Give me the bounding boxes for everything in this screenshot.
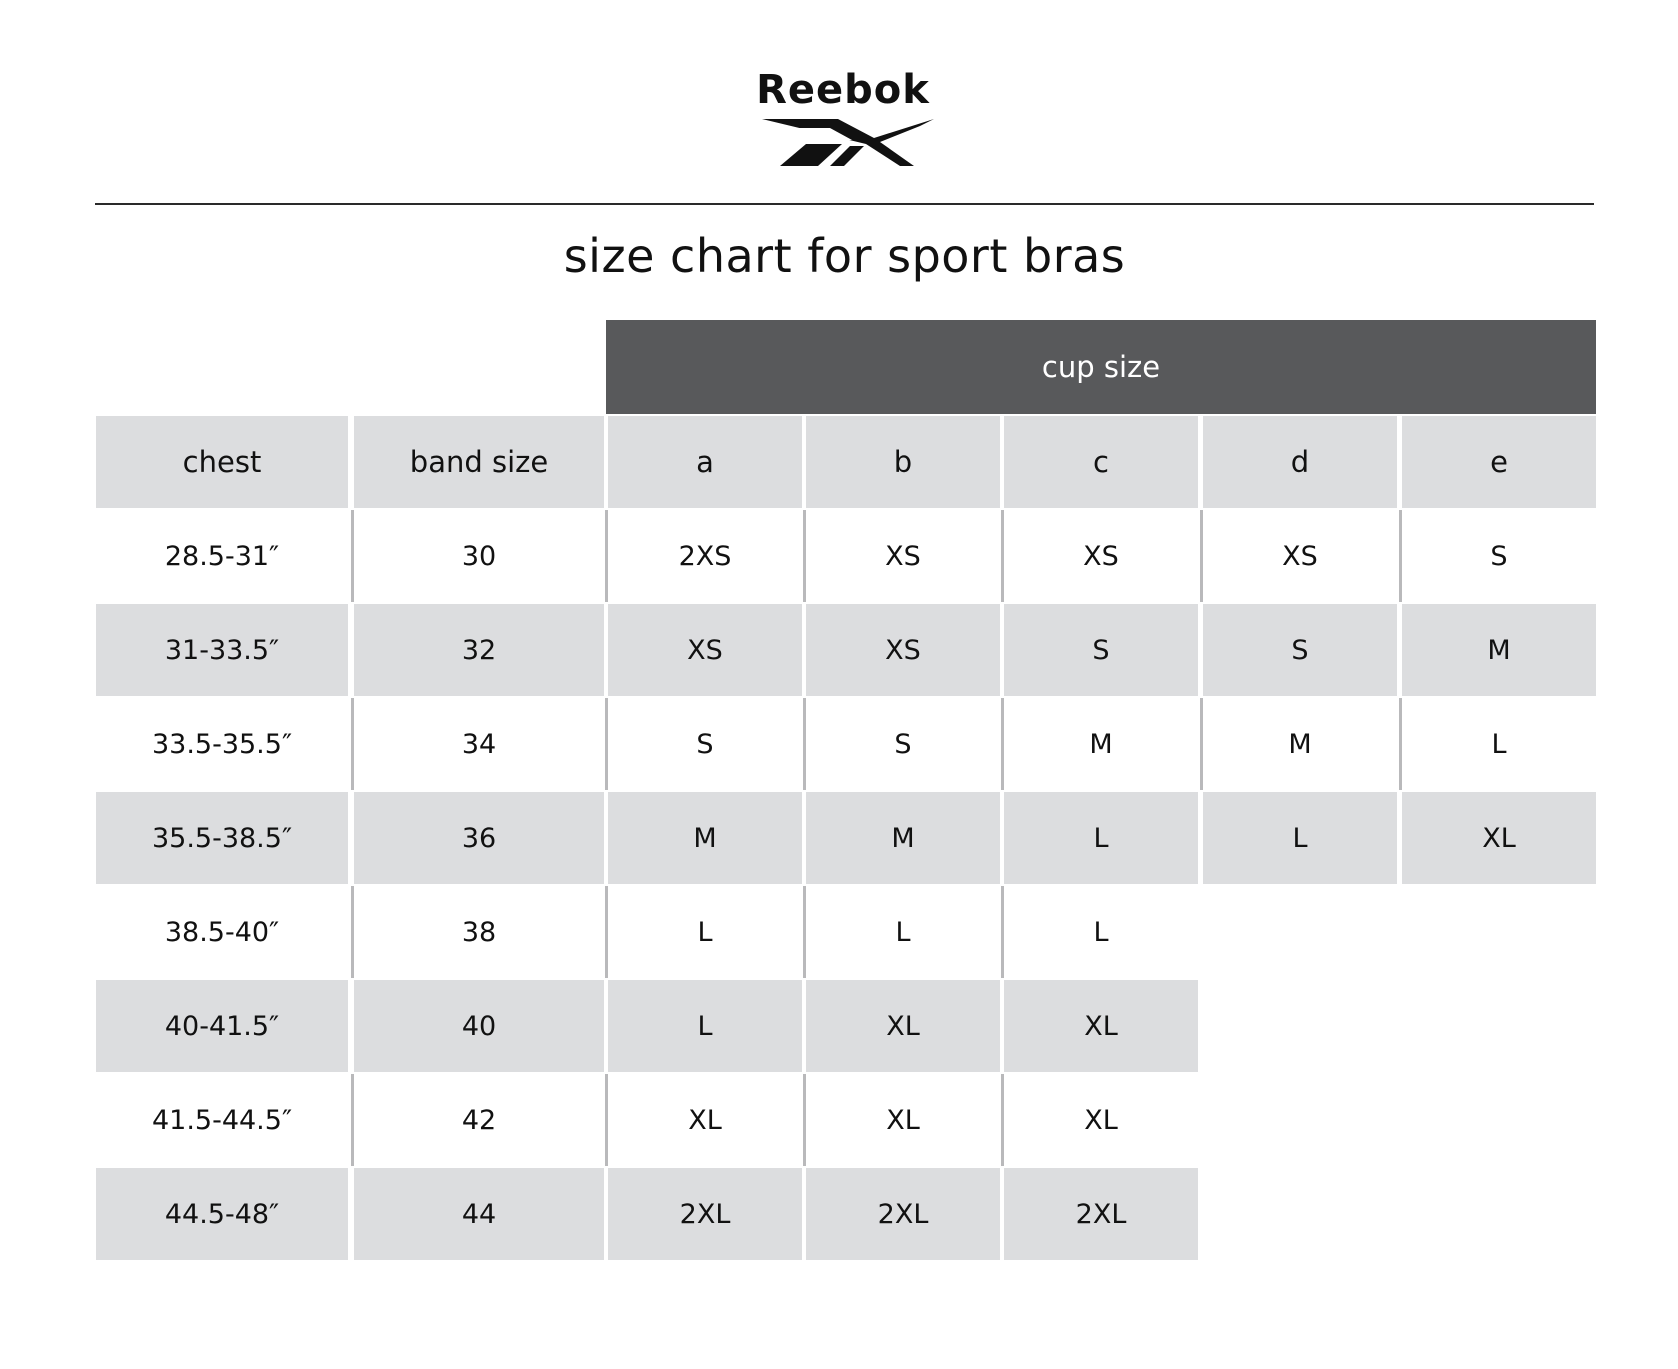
header-cup-a: a xyxy=(608,416,802,508)
column-divider xyxy=(803,1074,806,1166)
table-cell: S xyxy=(1004,604,1198,696)
column-divider xyxy=(1001,698,1004,790)
column-divider xyxy=(351,698,354,790)
column-divider xyxy=(605,886,608,978)
table-cell: XL xyxy=(688,1104,722,1136)
column-divider xyxy=(605,510,608,602)
table-cell: 2XL xyxy=(608,1168,802,1260)
table-cell: 30 xyxy=(461,540,497,572)
table-cell: 32 xyxy=(354,604,604,696)
header-cup-e: e xyxy=(1402,416,1596,508)
column-divider xyxy=(1200,698,1203,790)
table-cell: 38 xyxy=(461,916,497,948)
column-divider xyxy=(605,1074,608,1166)
column-divider xyxy=(1399,510,1402,602)
table-cell: XS xyxy=(885,540,921,572)
table-cell: XS xyxy=(806,604,1000,696)
table-cell: 2XL xyxy=(1004,1168,1198,1260)
table-cell: XS xyxy=(1083,540,1119,572)
table-cell: L xyxy=(697,916,713,948)
table-cell: L xyxy=(608,980,802,1072)
table-cell: 31-33.5″ xyxy=(96,604,348,696)
header-band-size: band size xyxy=(354,416,604,508)
table-cell: 36 xyxy=(354,792,604,884)
table-cell: M xyxy=(1288,728,1312,760)
header-cup-c: c xyxy=(1004,416,1198,508)
column-divider xyxy=(803,886,806,978)
column-divider xyxy=(1001,886,1004,978)
table-cell: 40 xyxy=(354,980,604,1072)
logo-wordmark: Reebok xyxy=(756,67,930,113)
column-divider xyxy=(1200,510,1203,602)
table-cell: 42 xyxy=(461,1104,497,1136)
table-cell: M xyxy=(1402,604,1596,696)
table-cell: 34 xyxy=(461,728,497,760)
table-cell: 2XS xyxy=(678,540,732,572)
reebok-vector-icon xyxy=(760,116,936,168)
cup-size-group-header: cup size xyxy=(606,320,1596,414)
table-cell: XL xyxy=(806,980,1000,1072)
table-cell: L xyxy=(1203,792,1397,884)
table-cell: L xyxy=(895,916,911,948)
table-cell: XL xyxy=(1402,792,1596,884)
table-cell: XS xyxy=(1282,540,1318,572)
column-divider xyxy=(803,510,806,602)
page-title: size chart for sport bras xyxy=(563,229,1126,283)
table-cell: M xyxy=(806,792,1000,884)
table-cell: XL xyxy=(1004,980,1198,1072)
table-cell: L xyxy=(1093,916,1109,948)
table-cell: 40-41.5″ xyxy=(96,980,348,1072)
table-cell: S xyxy=(894,728,912,760)
table-cell: S xyxy=(1490,540,1508,572)
column-divider xyxy=(1001,510,1004,602)
column-divider xyxy=(1001,1074,1004,1166)
table-cell: 2XL xyxy=(806,1168,1000,1260)
table-cell: 44 xyxy=(354,1168,604,1260)
table-cell: S xyxy=(1203,604,1397,696)
header-chest: chest xyxy=(96,416,348,508)
table-cell: L xyxy=(1004,792,1198,884)
table-cell: XL xyxy=(1084,1104,1118,1136)
table-cell: 33.5-35.5″ xyxy=(151,728,293,760)
column-divider xyxy=(803,698,806,790)
table-cell: 38.5-40″ xyxy=(164,916,280,948)
table-cell: 44.5-48″ xyxy=(96,1168,348,1260)
table-cell: M xyxy=(608,792,802,884)
table-cell: S xyxy=(696,728,714,760)
reebok-logo xyxy=(748,66,938,170)
header-cup-d: d xyxy=(1203,416,1397,508)
table-cell: XS xyxy=(608,604,802,696)
table-cell: L xyxy=(1491,728,1507,760)
column-divider xyxy=(351,1074,354,1166)
column-divider xyxy=(351,510,354,602)
table-cell: 28.5-31″ xyxy=(164,540,280,572)
table-cell: 41.5-44.5″ xyxy=(151,1104,293,1136)
table-cell: M xyxy=(1089,728,1113,760)
column-divider xyxy=(1399,698,1402,790)
table-cell: 35.5-38.5″ xyxy=(96,792,348,884)
column-divider xyxy=(605,698,608,790)
header-cup-b: b xyxy=(806,416,1000,508)
table-cell: XL xyxy=(886,1104,920,1136)
header-divider xyxy=(95,203,1594,205)
column-divider xyxy=(351,886,354,978)
